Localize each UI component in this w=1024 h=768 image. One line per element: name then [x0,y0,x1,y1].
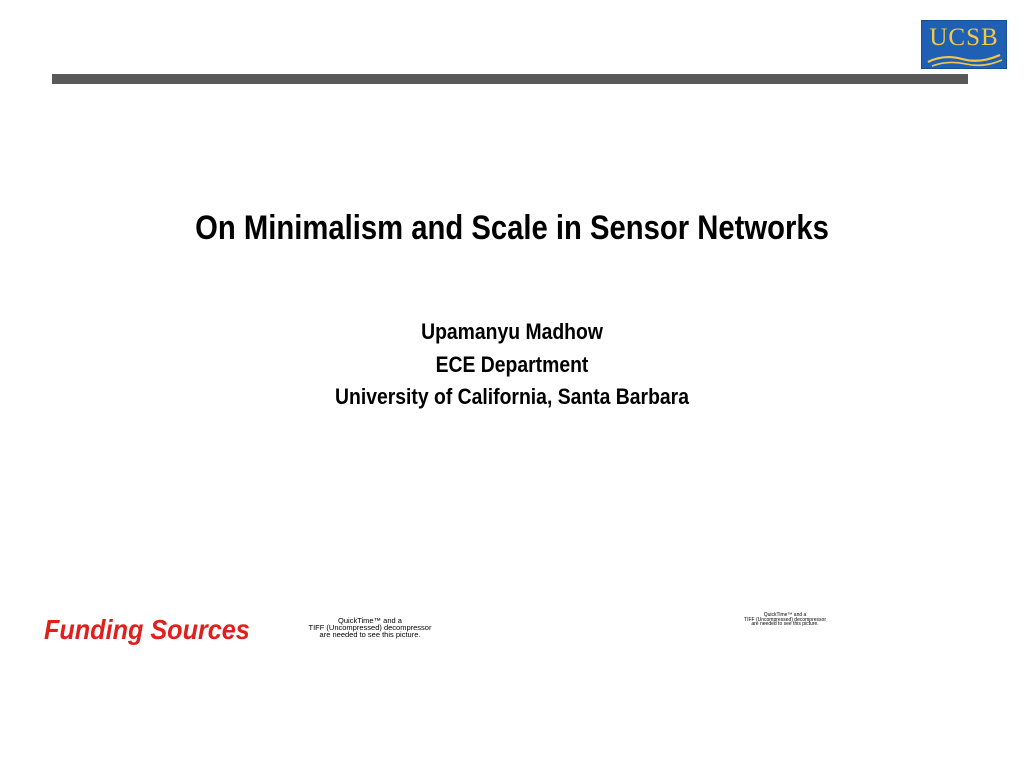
placeholder-line: are needed to see this picture. [751,621,819,627]
quicktime-placeholder-1 [290,617,450,638]
author-block [61,316,962,414]
header-divider [52,74,968,84]
placeholder-line: are needed to see this picture. [319,630,421,639]
department-name: ECE Department [435,351,589,377]
ucsb-logo [921,20,1007,69]
placeholder-line: TIFF (Uncompressed) decompressor [744,616,826,623]
logo-waves-icon [922,21,1007,69]
placeholder-line: QuickTime™ and a [763,612,807,618]
funding-sources-label: Funding Sources [44,614,250,645]
university-name: University of California, Santa Barbara [335,384,689,409]
placeholder-line: QuickTime™ and a [338,616,402,625]
slide-title: On Minimalism and Scale in Sensor Networks [195,209,829,247]
ucsb-logo-text: UCSB [929,24,999,51]
placeholder-line: TIFF (Uncompressed) decompressor [308,623,432,632]
quicktime-placeholder-2 [720,613,850,627]
author-name: Upamanyu Madhow [421,319,603,344]
